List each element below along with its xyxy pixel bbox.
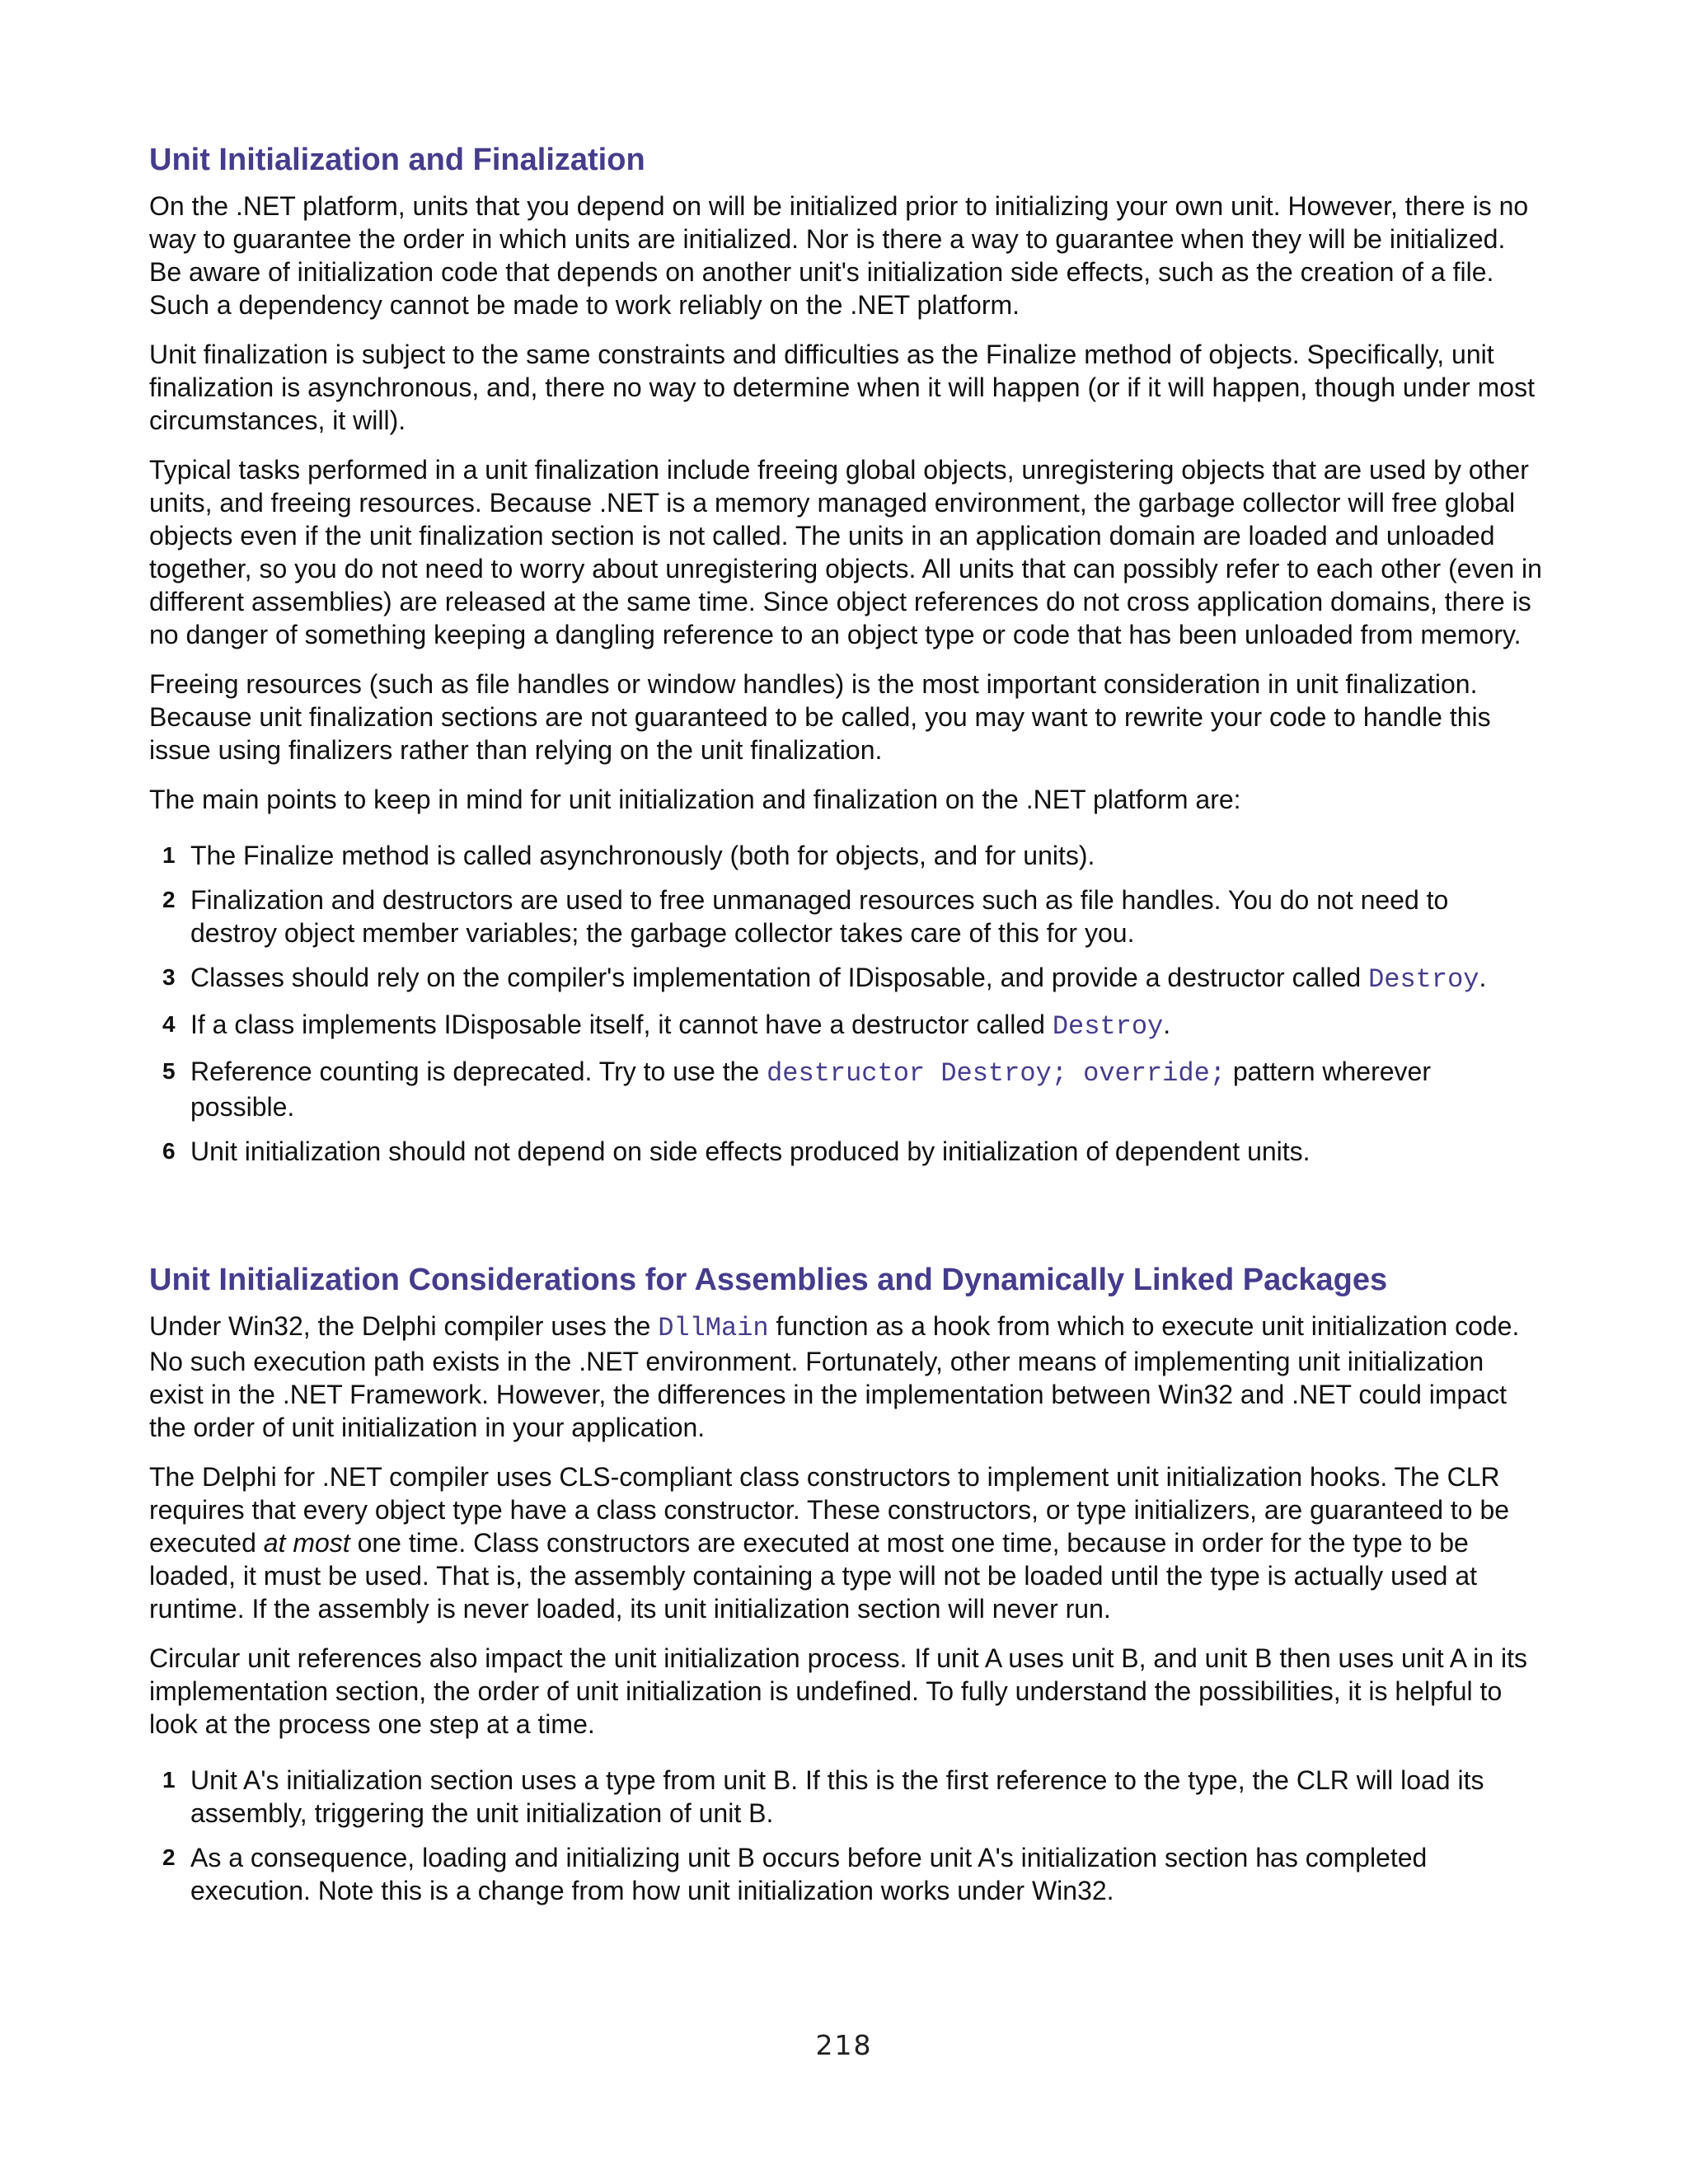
- list-text-after: pattern wherever possible.: [190, 1057, 1431, 1122]
- section-unit-initialization-finalization: [149, 140, 1542, 1168]
- list-number: 1: [162, 842, 176, 868]
- list-text: If a class implements IDisposable itself, it cannot have a destructor called: [190, 1010, 1053, 1039]
- list-item: [149, 1764, 1542, 1830]
- code-destructor-override: destructor Destroy; override;: [767, 1058, 1226, 1089]
- list-number: 1: [162, 1767, 176, 1793]
- list-text: Unit initialization should not depend on side effects produced by initialization of dependent units.: [190, 1137, 1311, 1166]
- list-text-after: .: [1479, 963, 1487, 992]
- paragraph-text: one time. Class constructors are executed at most one time, because in order for the type to be loaded, it must be used. That is, the assembly containing a type will not be loaded until the type is actually used at runtime. If the assembly is never loaded, its unit initialization section will never run.: [149, 1528, 1478, 1624]
- list-number: 2: [162, 1844, 176, 1870]
- list-text: Finalization and destructors are used to free unmanaged resources such as file handles. You do not need to destroy object member variables; the garbage collector takes care of this for you.: [190, 885, 1449, 948]
- paragraph: Typical tasks performed in a unit finalization include freeing global objects, unregistering objects that are used by other units, and freeing resources. Because .NET is a memory managed environment, the garbage collector will free global objects even if the unit finalization section is not called. The units in an application domain are loaded and unloaded together, so you do not need to worry about unregistering objects. All units that can possibly refer to each other (even in different assemblies) are released at the same time. Since object references do not cross application domains, there is no danger of something keeping a dangling reference to an object type or code that has been unloaded from memory.: [149, 455, 1542, 649]
- list-text: As a consequence, loading and initializing unit B occurs before unit A's initialization section has completed execution. Note this is a change from how unit initialization works under Win32.: [190, 1843, 1428, 1905]
- code-destroy: Destroy: [1052, 1011, 1164, 1042]
- section-assemblies-packages: [149, 1260, 1542, 1907]
- list-item: [149, 1841, 1542, 1907]
- paragraph: The main points to keep in mind for unit initialization and finalization on the .NET platform are:: [149, 785, 1241, 814]
- code-destroy: Destroy: [1368, 964, 1479, 995]
- emphasis-text: at most: [263, 1528, 350, 1558]
- document-page: [149, 140, 1542, 1919]
- list-item: [149, 1008, 1542, 1043]
- list-number: 4: [162, 1011, 176, 1037]
- paragraph-text: The Delphi for .NET compiler uses CLS-compliant class constructors to implement unit initialization hooks. The CLR requires that every object type have a class constructor. These constructors, or type initializers, are guaranteed to be executed: [149, 1462, 1510, 1558]
- code-dllmain: DllMain: [658, 1313, 769, 1343]
- section-heading: Unit Initialization Considerations for Assemblies and Dynamically Linked Packages: [149, 1263, 1388, 1297]
- list-text-after: .: [1163, 1010, 1171, 1039]
- numbered-list: [149, 839, 1542, 1168]
- paragraph: [149, 1310, 1542, 1444]
- list-number: 6: [162, 1138, 176, 1164]
- list-item: [149, 1135, 1542, 1168]
- list-number: 5: [162, 1058, 176, 1084]
- list-item: [149, 839, 1542, 872]
- numbered-list: [149, 1764, 1542, 1907]
- list-text: Unit A's initialization section uses a type from unit B. If this is the first reference to the type, the CLR will load its assembly, triggering the unit initialization of unit B.: [190, 1765, 1484, 1828]
- list-text: The Finalize method is called asynchronously (both for objects, and for units).: [190, 841, 1095, 870]
- paragraph-text: function as a hook from which to execute unit initialization code. No such execution path exists in the .NET environment. Fortunately, other means of implementing unit initialization exist in the .NET Framework. However, the differences in the implementation between Win32 and .NET could impact the order of unit initialization in your application.: [149, 1311, 1520, 1442]
- list-number: 2: [162, 887, 176, 912]
- list-item: [149, 961, 1542, 996]
- list-number: 3: [162, 964, 176, 990]
- paragraph: [149, 1460, 1542, 1625]
- paragraph: On the .NET platform, units that you depend on will be initialized prior to initializing your own unit. However, there is no way to guarantee the order in which units are initialized. Nor is there a way to guarantee when they will be initialized. Be aware of initialization code that depends on another unit's initialization side effects, such as the creation of a file. Such a dependency cannot be made to work reliably on the .NET platform.: [149, 191, 1529, 320]
- paragraph: Freeing resources (such as file handles or window handles) is the most important consideration in unit finalization. Because unit finalization sections are not guaranteed to be called, you may want to rewrite your code to handle this issue using finalizers rather than relying on the unit finalization.: [149, 669, 1491, 765]
- list-item: [149, 1055, 1542, 1123]
- paragraph: Circular unit references also impact the unit initialization process. If unit A uses unit B, and unit B then uses unit A in its implementation section, the order of unit initialization is undefined. To fully understand the possibilities, it is helpful to look at the process one step at a time.: [149, 1643, 1528, 1739]
- list-text: Reference counting is deprecated. Try to use the: [190, 1057, 767, 1086]
- list-item: [149, 883, 1542, 949]
- paragraph-text: Under Win32, the Delphi compiler uses the: [149, 1311, 659, 1341]
- page-number: 218: [815, 2029, 873, 2061]
- list-text: Classes should rely on the compiler's implementation of IDisposable, and provide a destructor called: [190, 963, 1369, 992]
- section-heading: Unit Initialization and Finalization: [149, 143, 645, 177]
- paragraph: Unit finalization is subject to the same constraints and difficulties as the Finalize method of objects. Specifically, unit finalization is asynchronous, and, there no way to determine when it will happen (or if it will happen, though under most circumstances, it will).: [149, 340, 1535, 435]
